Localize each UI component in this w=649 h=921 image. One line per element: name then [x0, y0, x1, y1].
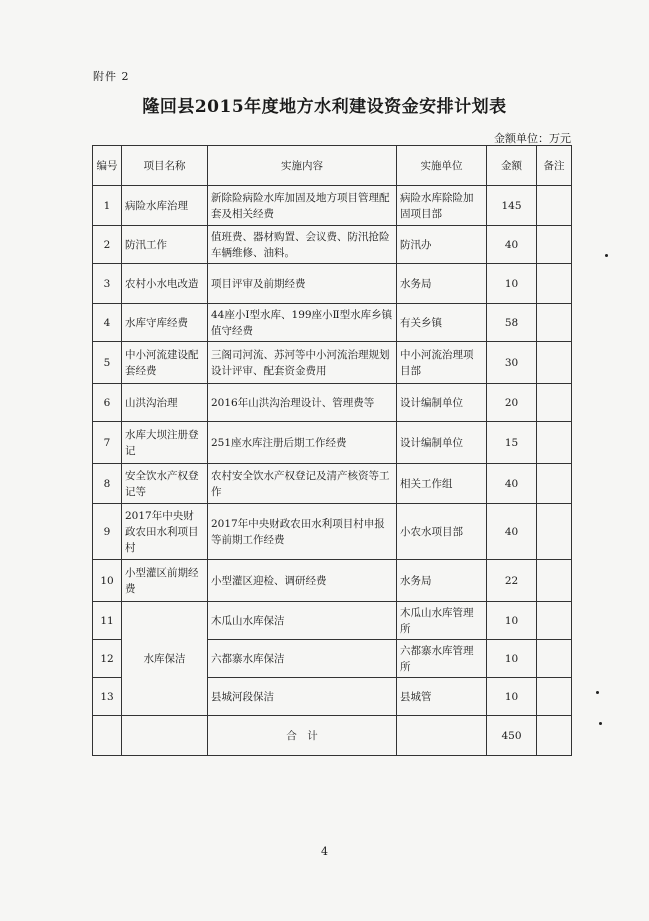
cell-content: 木瓜山水库保洁: [208, 602, 397, 640]
cell-no: 7: [93, 422, 122, 464]
cell-amount: 40: [487, 226, 537, 264]
cell-unit: 水务局: [397, 560, 487, 602]
cell-project: 水库守库经费: [122, 304, 208, 342]
cell-content: 小型灌区迎检、调研经费: [208, 560, 397, 602]
cell-remark: [537, 560, 572, 602]
funding-table: [92, 145, 572, 756]
cell-remark: [537, 602, 572, 640]
cell-no: 4: [93, 304, 122, 342]
cell-remark: [537, 186, 572, 226]
table-row: [93, 560, 572, 602]
header-content: 实施内容: [208, 146, 397, 186]
table-row: [93, 304, 572, 342]
total-blank-project: [122, 716, 208, 756]
cell-unit: 木瓜山水库管理所: [397, 602, 487, 640]
cell-remark: [537, 384, 572, 422]
cell-unit: 设计编制单位: [397, 384, 487, 422]
cell-amount: 58: [487, 304, 537, 342]
table-row: [93, 186, 572, 226]
cell-project: 2017年中央财政农田水利项目村: [122, 504, 208, 560]
cell-content: 251座水库注册后期工作经费: [208, 422, 397, 464]
cell-content: 三阁司河流、苏河等中小河流治理规划设计评审、配套资金费用: [208, 342, 397, 384]
cell-unit: 病险水库除险加固项目部: [397, 186, 487, 226]
cell-no: 13: [93, 678, 122, 716]
cell-amount: 10: [487, 640, 537, 678]
total-label: 合 计: [208, 716, 397, 756]
cell-content: 六都寨水库保洁: [208, 640, 397, 678]
cell-unit: 设计编制单位: [397, 422, 487, 464]
cell-amount: 20: [487, 384, 537, 422]
cell-content: 农村安全饮水产权登记及清产核资等工作: [208, 464, 397, 504]
cell-remark: [537, 678, 572, 716]
scan-speck: [596, 691, 599, 694]
cell-no: 11: [93, 602, 122, 640]
cell-no: 12: [93, 640, 122, 678]
total-row: [93, 716, 572, 756]
cell-remark: [537, 264, 572, 304]
cell-amount: 22: [487, 560, 537, 602]
cell-content: 县城河段保洁: [208, 678, 397, 716]
cell-unit: 六都寨水库管理所: [397, 640, 487, 678]
table-row: [93, 602, 572, 640]
cell-remark: [537, 640, 572, 678]
table-row: [93, 464, 572, 504]
cell-content: 值班费、器材购置、会议费、防汛抢险车辆维修、油料。: [208, 226, 397, 264]
cell-remark: [537, 226, 572, 264]
cell-unit: 中小河流治理项目部: [397, 342, 487, 384]
cell-project: 中小河流建设配套经费: [122, 342, 208, 384]
cell-no: 6: [93, 384, 122, 422]
cell-content: 44座小Ⅰ型水库、199座小Ⅱ型水库乡镇值守经费: [208, 304, 397, 342]
table-row: [93, 264, 572, 304]
cell-no: 5: [93, 342, 122, 384]
cell-unit: 水务局: [397, 264, 487, 304]
cell-unit: 防汛办: [397, 226, 487, 264]
cell-project: 山洪沟治理: [122, 384, 208, 422]
cell-unit: 相关工作组: [397, 464, 487, 504]
cell-amount: 15: [487, 422, 537, 464]
header-unit: 实施单位: [397, 146, 487, 186]
table-row: [93, 384, 572, 422]
table-row: [93, 422, 572, 464]
total-amount: 450: [487, 716, 537, 756]
header-project: 项目名称: [122, 146, 208, 186]
cell-unit: 小农水项目部: [397, 504, 487, 560]
cell-remark: [537, 304, 572, 342]
cell-content: 项目评审及前期经费: [208, 264, 397, 304]
total-blank-no: [93, 716, 122, 756]
cell-remark: [537, 464, 572, 504]
cell-remark: [537, 504, 572, 560]
attachment-label: 附件 2: [93, 70, 130, 83]
table-row: [93, 226, 572, 264]
cell-remark: [537, 342, 572, 384]
cell-amount: 40: [487, 504, 537, 560]
header-amount: 金额: [487, 146, 537, 186]
cell-remark: [537, 422, 572, 464]
cell-amount: 10: [487, 678, 537, 716]
cell-project: 水库大坝注册登记: [122, 422, 208, 464]
page-number: 4: [321, 845, 328, 858]
total-blank-unit: [397, 716, 487, 756]
cell-no: 9: [93, 504, 122, 560]
scan-speck: [599, 722, 602, 725]
cell-amount: 145: [487, 186, 537, 226]
cell-project: 小型灌区前期经费: [122, 560, 208, 602]
cell-no: 3: [93, 264, 122, 304]
table-row: [93, 342, 572, 384]
cell-no: 10: [93, 560, 122, 602]
cell-amount: 40: [487, 464, 537, 504]
header-remark: 备注: [537, 146, 572, 186]
cell-project: 防汛工作: [122, 226, 208, 264]
scan-speck: [605, 254, 608, 257]
cell-amount: 30: [487, 342, 537, 384]
unit-note: 金额单位：万元: [494, 132, 571, 145]
cell-project: 安全饮水产权登记等: [122, 464, 208, 504]
cell-no: 2: [93, 226, 122, 264]
table-row: [93, 504, 572, 560]
page-title: 隆回县2015年度地方水利建设资金安排计划表: [142, 97, 507, 117]
cell-amount: 10: [487, 602, 537, 640]
cell-amount: 10: [487, 264, 537, 304]
cell-project: 农村小水电改造: [122, 264, 208, 304]
cell-unit: 有关乡镇: [397, 304, 487, 342]
cell-project-merged: 水库保洁: [122, 602, 208, 716]
header-no: 编号: [93, 146, 122, 186]
cell-content: 新除险病险水库加固及地方项目管理配套及相关经费: [208, 186, 397, 226]
cell-no: 8: [93, 464, 122, 504]
table-header-row: [93, 146, 572, 186]
cell-project: 病险水库治理: [122, 186, 208, 226]
cell-content: 2017年中央财政农田水利项目村申报等前期工作经费: [208, 504, 397, 560]
cell-no: 1: [93, 186, 122, 226]
cell-content: 2016年山洪沟治理设计、管理费等: [208, 384, 397, 422]
total-remark: [537, 716, 572, 756]
cell-unit: 县城管: [397, 678, 487, 716]
